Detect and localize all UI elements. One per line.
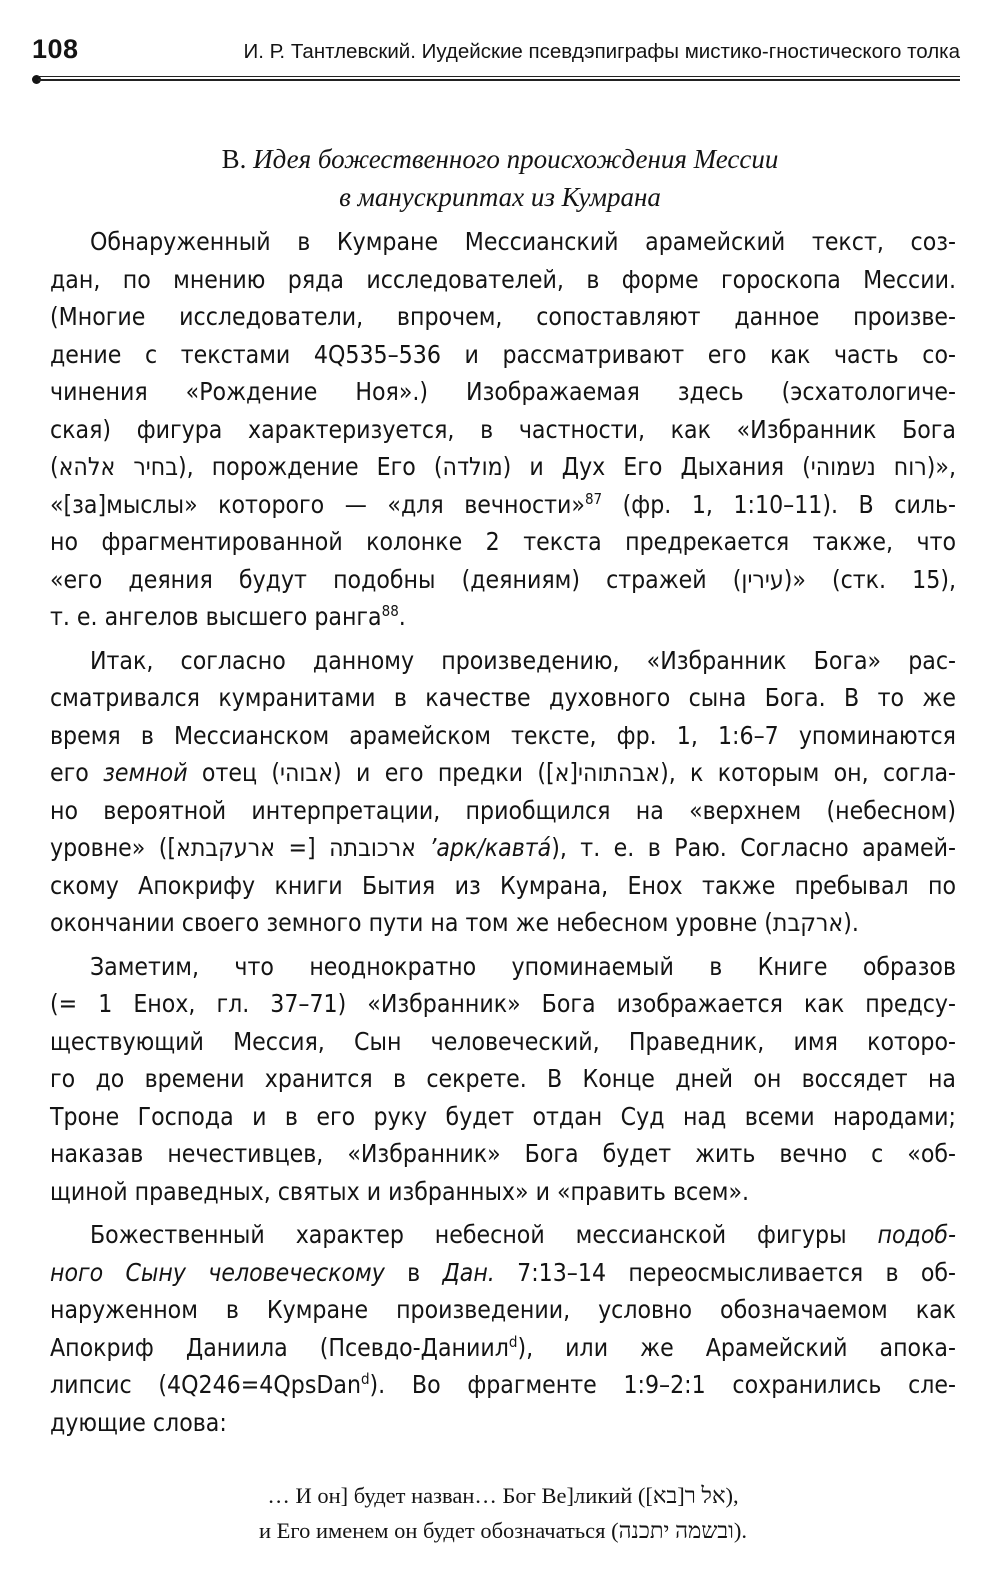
text-line: (בחיר אלהא), порождение Его (מולדה) и Дух Его Дыхания (רוח נשמוהי)»,	[50, 452, 956, 481]
rule-thin-line	[38, 76, 960, 77]
text-line: чинения «Рождение Ноя».) Изображаемая здесь (эсхатологиче-	[50, 377, 956, 406]
text-line: окончании своего земного пути на том же небесном уровне (ארקבת).	[50, 908, 859, 937]
section-heading-line-1	[60, 140, 940, 178]
text-line	[50, 1216, 956, 1254]
text-run: отец (אבוהי) и его предки (אבהתוהי[א]), к которым он, согла-	[187, 758, 957, 787]
text-run: уровне» (ארכובתה [= ארעקבתא]	[50, 833, 430, 862]
text-line: (= 1 Енох, гл. 37–71) «Избранник» Бога изображается как предсу-	[50, 989, 956, 1018]
footnote-ref-88: 88	[381, 601, 399, 620]
italic-phrase: ного Сыну человеческому	[50, 1257, 385, 1287]
superscript: d	[360, 1369, 370, 1388]
text-line	[50, 1366, 956, 1404]
text-run: 7:13–14 переосмысливается в об-	[494, 1257, 956, 1287]
text-line: ская) фигура характеризуется, в частности, как «Избранник Бога	[50, 414, 956, 444]
text-line: скому Апокрифу книги Бытия из Кумрана, Енох также пребывал по	[50, 870, 956, 900]
section-title-part-1: Идея божественного происхождения Мессии	[253, 144, 779, 174]
text-line: щиной праведных, святых и избранных» и «править всем».	[50, 1176, 750, 1206]
footnote-ref-87: 87	[584, 489, 603, 508]
text-line	[50, 598, 956, 636]
section-title-part-2: в манускриптах из Кумрана	[339, 182, 661, 212]
text-line: время в Мессианском арамейском тексте, фр. 1, 1:6–7 упоминаются	[50, 720, 956, 750]
text-run: ), т. е. в Раю. Согласно арамей-	[551, 833, 956, 862]
text-line: дан, по мнению ряда исследователей, в форме гороскопа Мессии.	[50, 264, 956, 294]
page-number: 108	[32, 34, 79, 64]
text-line: но фрагментированной колонке 2 текста предрекается также, что	[50, 527, 956, 556]
text-line: Обнаруженный в Кумране Мессианский арамейский текст, соз-	[90, 227, 956, 256]
section-heading	[60, 140, 940, 216]
text-line	[50, 1254, 956, 1292]
text-line: дение с текстами 4Q535–536 и рассматривают его как часть со-	[50, 339, 956, 369]
block-quote	[50, 1478, 956, 1548]
paragraph-2	[50, 642, 956, 942]
text-run: липсис (4Q246=4QpsDan	[50, 1370, 361, 1399]
text-run: «[за]мыслы» которого — «для вечности»	[50, 489, 585, 519]
text-line: Итак, согласно данному произведению, «Избранник Бога» рас-	[90, 645, 956, 675]
text-run: Божественный характер небесной мессианской фигуры	[90, 1220, 878, 1249]
paragraph-4	[50, 1216, 956, 1441]
section-label: В.	[221, 144, 247, 174]
italic-reference: Дан.	[442, 1257, 495, 1287]
text-run: т. е. ангелов высшего ранга	[50, 602, 382, 631]
paragraph-1	[50, 223, 956, 636]
text-line: (Многие исследователи, впрочем, сопоставляют данное произве-	[50, 302, 956, 331]
text-line: дующие слова:	[50, 1407, 227, 1437]
text-line	[50, 1329, 956, 1367]
rule-thick-line	[38, 79, 960, 81]
quote-line: … И он] будет назван… Бог Ве]ликий (אל ר[בא]),	[267, 1483, 739, 1508]
italic-phrase: подоб-	[877, 1220, 956, 1249]
text-line: но вероятной интерпретации, приобщился на «верхнем (небесном)	[50, 795, 956, 825]
text-line: наруженном в Кумране произведении, условно обозначаемом как	[50, 1295, 956, 1324]
text-run: его	[50, 758, 104, 787]
text-line: ществующий Мессия, Сын человеческий, Праведник, имя которо-	[50, 1026, 956, 1056]
body-text	[50, 223, 956, 1447]
quote-line: и Его именем он будет обозначаться (ובשמה יתכנה).	[258, 1518, 747, 1543]
header-rule	[38, 74, 960, 81]
text-run: ). Во фрагменте 1:9–2:1 сохранились сле-	[369, 1370, 956, 1399]
text-line: «его деяния будут подобны (деяниям) стражей (עירין)» (стк. 15),	[50, 564, 956, 594]
italic-transliteration: ’арк/кавта́	[429, 833, 552, 862]
text-line: сматривался кумранитами в качестве духовного сына Бога. В то же	[50, 683, 956, 712]
paragraph-3	[50, 948, 956, 1211]
text-line: наказав нечестивцев, «Избранник» Бога будет жить вечно с «об-	[50, 1139, 956, 1168]
text-line: го до времени хранится в секрете. В Конце дней он воссядет на	[50, 1064, 956, 1093]
text-run: в	[384, 1257, 443, 1287]
text-run: Апокриф Даниила (Псевдо-Даниил	[50, 1332, 509, 1362]
text-line: Заметим, что неоднократно упоминаемый в Книге образов	[90, 951, 956, 981]
text-run: .	[398, 602, 406, 631]
text-line	[50, 486, 956, 524]
running-header	[32, 34, 960, 74]
text-line	[50, 754, 956, 792]
text-line: Троне Господа и в его руку будет отдан Суд над всеми народами;	[50, 1101, 956, 1131]
text-run: ), или же Арамейский апока-	[517, 1332, 956, 1362]
superscript: d	[508, 1332, 518, 1351]
text-run: (фр. 1, 1:10–11). В силь-	[602, 489, 956, 519]
running-title: И. Р. Тантлевский. Иудейские псевдэпиграфы мистико-гностического толка	[243, 40, 960, 63]
text-line	[50, 829, 956, 867]
italic-term: земной	[103, 758, 188, 787]
